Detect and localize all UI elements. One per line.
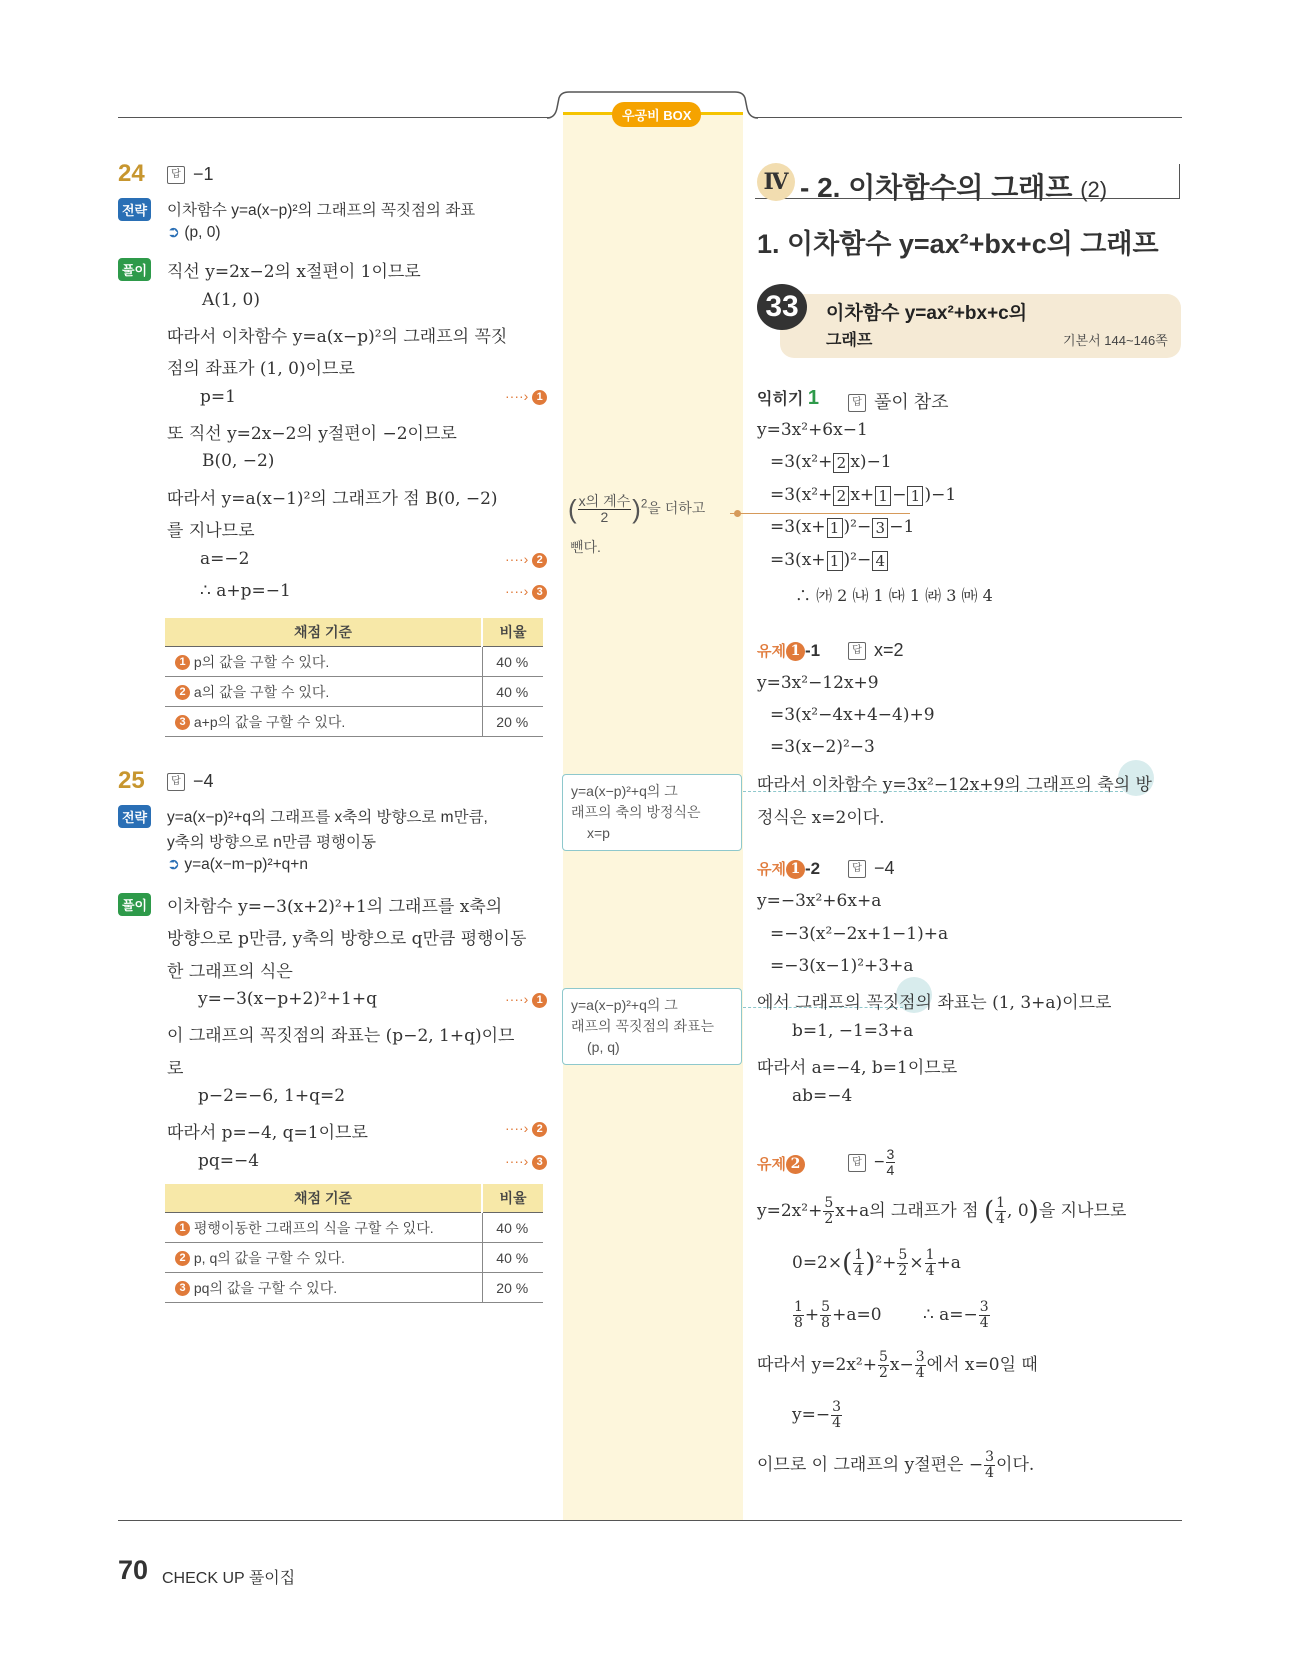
y12-line: 따라서 a=−4, b=1이므로 (757, 1058, 958, 1078)
page-number: 70 (118, 1555, 149, 1585)
strategy-25-line2: y축의 방향으로 n만큼 평행이동 (167, 834, 376, 851)
sol25-line: 방향으로 p만큼, y축의 방향으로 q만큼 평행이동 (167, 929, 527, 949)
y12-line: =−3(x−1)²+3+a (770, 956, 914, 976)
step-marker-1: ····› 1 (505, 991, 547, 1008)
sol24-line: 따라서 이차함수 y=a(x−p)²의 그래프의 꼭짓 (167, 327, 508, 347)
note-vertex: y=a(x−p)²+q의 그 래프의 꼭짓점의 좌표는 (p, q) (562, 988, 742, 1065)
sol25-line: p−2=−6, 1+q=2 (198, 1086, 346, 1106)
step-marker-3: ····› 3 (505, 1153, 547, 1170)
sol24-line: B(0, −2) (202, 451, 275, 471)
grading-table-24 (165, 618, 543, 737)
step-marker-1: ····› 1 (505, 388, 547, 405)
ik-line: =3(x²+ 2 x+ 1 − 1 )−1 (770, 485, 957, 505)
sol24-line: 직선 y=2x−2의 x절편이 1이므로 (167, 262, 421, 282)
y12-line: ab=−4 (792, 1086, 853, 1106)
y2-line: 0=2×( $\frac{1}{4}$ )²+ $\frac{5}{2}$ × $\frac{1}{4}$ +a (792, 1247, 961, 1279)
sol25-line: 따라서 p=−4, q=1이므로 (167, 1123, 368, 1143)
sol25-line: 한 그래프의 식은 (167, 962, 293, 982)
table-header: 비율 (482, 1184, 543, 1213)
y11-line: =3(x²−4x+4−4)+9 (770, 705, 935, 725)
solution-badge-24: 풀이 (118, 258, 151, 281)
sol25-line: 이차함수 y=−3(x+2)²+1의 그래프를 x축의 (167, 897, 503, 917)
sol25-line: 로 (167, 1059, 184, 1079)
y12-line: 에서 그래프의 꼭짓점의 좌표는 (1, 3+a)이므로 (757, 993, 1112, 1013)
topic-reference: 기본서 144~146쪽 (1063, 333, 1168, 348)
strategy-result-25: ➲ y=a(x−m−p)²+q+n (167, 856, 308, 873)
section-title: 1. 이차함수 y=ax²+bx+c의 그래프 (757, 229, 1159, 259)
yuje-1-1-label: 유제 1 -1 (757, 641, 821, 660)
topic-number: 33 (757, 284, 807, 330)
box-label: 우공비 BOX (612, 102, 701, 127)
note-axis: y=a(x−p)²+q의 그 래프의 축의 방정식은 x=p (562, 774, 742, 851)
y12-line: y=−3x²+6x+a (757, 891, 882, 911)
yuje-2-answer: 답 − $\frac{3}{4}$ (848, 1147, 896, 1178)
table-row: 1 평행이동한 그래프의 식을 구할 수 있다. 40 % (165, 1213, 543, 1243)
answer-icon: 답 (848, 860, 866, 878)
answer-icon: 답 (167, 773, 185, 791)
sol25-line: y=−3(x−p+2)²+1+q (198, 989, 377, 1009)
footer-title: CHECK UP 풀이집 (162, 1570, 296, 1587)
ikhigi-label: 익히기 1 (757, 387, 819, 409)
ik-line: =3(x²+ 2 x)−1 (770, 452, 892, 472)
yuje-1-1-answer: 답 x=2 (848, 640, 904, 661)
answer-icon: 답 (848, 642, 866, 660)
ikhigi-answer: 답 풀이 참조 (848, 388, 949, 414)
connector-dot (734, 510, 741, 517)
y11-line: 정식은 x=2이다. (757, 808, 885, 828)
y2-line: y=2x²+ $\frac{5}{2}$ x+a의 그래프가 점 ( $\frac{1}{4}$ , 0)을 지나므로 (757, 1195, 1127, 1227)
strategy-24: 이차함수 y=a(x−p)²의 그래프의 꼭짓점의 좌표 (167, 202, 476, 219)
problem-number-25: 25 (118, 767, 145, 794)
y11-line: y=3x²−12x+9 (757, 673, 879, 693)
sol24-line: 점의 좌표가 (1, 0)이므로 (167, 359, 355, 379)
topic-title-2: 그래프 (826, 332, 873, 349)
sol25-line: 이 그래프의 꼭짓점의 좌표는 (p−2, 1+q)이므 (167, 1026, 515, 1046)
table-header: 비율 (482, 618, 543, 647)
chapter-title: - 2. 이차함수의 그래프 (2) (800, 172, 1108, 203)
answer-icon: 답 (848, 1154, 866, 1172)
sol24-line: 를 지나므로 (167, 521, 255, 541)
solution-badge-25: 풀이 (118, 893, 151, 916)
strategy-badge-24: 전략 (118, 198, 151, 221)
sol24-line: ∴ a+p=−1 (200, 581, 291, 601)
answer-icon: 답 (167, 166, 185, 184)
topic-title-1: 이차함수 y=ax²+bx+c의 (826, 303, 1028, 324)
table-header: 채점 기준 (165, 1184, 482, 1213)
sol24-line: 또 직선 y=2x−2의 y절편이 −2이므로 (167, 424, 457, 444)
table-row: 3 a+p의 값을 구할 수 있다. 20 % (165, 707, 543, 737)
table-row: 2 p, q의 값을 구할 수 있다. 40 % (165, 1243, 543, 1273)
ik-result: ∴ ㈎ 2 ㈏ 1 ㈐ 1 ㈑ 3 ㈒ 4 (795, 586, 993, 605)
y12-line: =−3(x²−2x+1−1)+a (770, 924, 949, 944)
sol24-line: 따라서 y=a(x−1)²의 그래프가 점 B(0, −2) (167, 489, 498, 509)
table-row: 1 p의 값을 구할 수 있다. 40 % (165, 647, 543, 677)
y11-line: 따라서 이차함수 y=3x²−12x+9의 그래프의 축의 방 (757, 775, 1152, 795)
sol24-line: p=1 (200, 387, 236, 407)
note-complete-square: ( $\frac{\text{x의 계수}}{2}$ )$^2$을 더하고 (568, 493, 706, 525)
y12-line: b=1, −1=3+a (792, 1021, 914, 1041)
strategy-result-24: ➲ (p, 0) (167, 224, 221, 241)
chapter-roman: Ⅳ (757, 163, 795, 201)
arrow-circle-icon: ➲ (167, 856, 180, 873)
answer-25: 답 −4 (167, 771, 214, 792)
y11-line: =3(x−2)²−3 (770, 737, 875, 757)
ik-line: =3(x+ 1 )²− 3 −1 (770, 517, 915, 537)
answer-24: 답 −1 (167, 164, 214, 185)
note-complete-square-cont: 뺀다. (570, 539, 601, 555)
yuje-1-2-label: 유제 1 -2 (757, 859, 821, 878)
y2-line: 이므로 이 그래프의 y절편은 − $\frac{3}{4}$ 이다. (757, 1449, 1035, 1481)
table-row: 3 pq의 값을 구할 수 있다. 20 % (165, 1273, 543, 1303)
arrow-circle-icon: ➲ (167, 224, 180, 241)
grading-table-25 (165, 1184, 543, 1303)
strategy-badge-25: 전략 (118, 805, 151, 828)
problem-number-24: 24 (118, 160, 145, 187)
step-marker-2: ····› 2 (505, 551, 547, 568)
sol25-line: pq=−4 (198, 1151, 260, 1171)
sol24-line: a=−2 (200, 549, 250, 569)
y2-line: 따라서 y=2x²+ $\frac{5}{2}$ x− $\frac{3}{4}$ 에서 x=0일 때 (757, 1349, 1038, 1381)
table-row: 2 a의 값을 구할 수 있다. 40 % (165, 677, 543, 707)
step-marker-2: ····› 2 (505, 1120, 547, 1137)
y2-line: $\frac{1}{8}$ + $\frac{5}{8}$ +a=0 ∴ a=− $\frac{3}{4}$ (794, 1299, 989, 1331)
step-marker-3: ····› 3 (505, 583, 547, 600)
ik-line: =3(x+ 1 )²− 4 (770, 550, 889, 571)
yuje-1-2-answer: 답 −4 (848, 858, 895, 879)
connector-line (730, 513, 910, 514)
sol24-line: A(1, 0) (202, 290, 260, 310)
strategy-25-line1: y=a(x−p)²+q의 그래프를 x축의 방향으로 m만큼, (167, 809, 488, 826)
answer-icon: 답 (848, 394, 866, 412)
table-header: 채점 기준 (165, 618, 482, 647)
yuje-2-label: 유제 2 (757, 1153, 805, 1174)
y2-line: y=− $\frac{3}{4}$ (792, 1399, 842, 1431)
ik-line: y=3x²+6x−1 (757, 420, 868, 440)
